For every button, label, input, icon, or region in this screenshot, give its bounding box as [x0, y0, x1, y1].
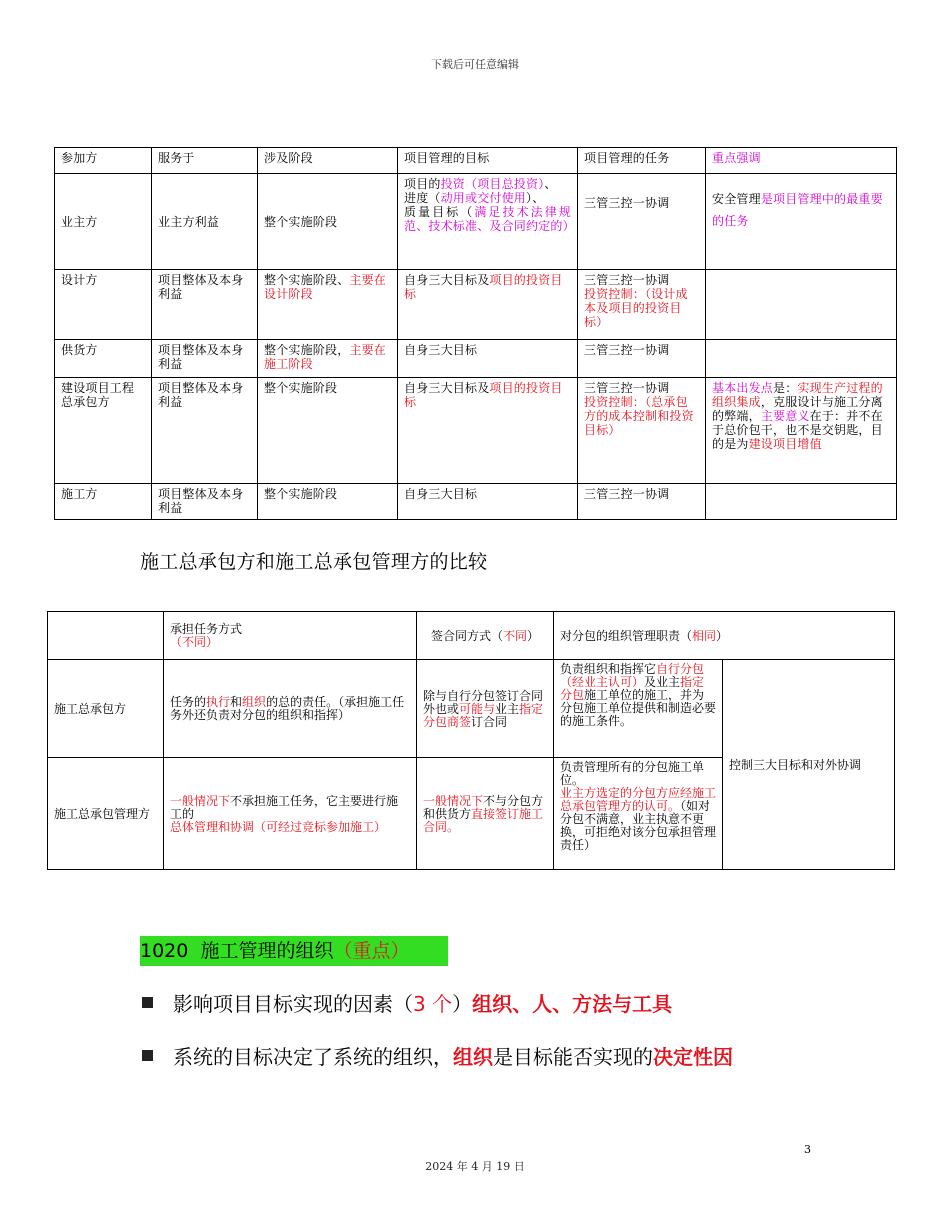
stage-cell: 整个实施阶段 — [258, 378, 398, 484]
text: 三管三控一协调 — [584, 273, 670, 287]
text: 直接签订施工合同。 — [423, 806, 544, 834]
task-cell: 三管三控一协调 — [578, 484, 706, 520]
stage-cell — [258, 340, 398, 378]
text: 负责管理所有的分包施工单位。 — [560, 760, 705, 787]
text: 实现生产过程的组织集成 — [712, 381, 883, 409]
shared-responsibility-cell: 控制三大目标和对外协调 — [723, 660, 895, 870]
text: 总体管理和协调（可经过竞标参加施工） — [170, 819, 387, 834]
text: 签合同方式（ — [430, 628, 503, 643]
party-cell: 供货方 — [55, 340, 152, 378]
serves-cell: 业主方利益 — [152, 174, 258, 270]
text: 三管三控一协调 — [584, 381, 670, 395]
text: 任务的 — [170, 695, 207, 709]
cell — [417, 758, 554, 870]
text: ）、 — [526, 191, 545, 205]
task-cell: 三管三控一协调 — [578, 340, 706, 378]
text: 满足技术法律规范、技术标准、及合同约定的） — [404, 205, 575, 233]
emphasis-cell — [706, 378, 897, 484]
serves-cell: 项目整体及本身利益 — [152, 340, 258, 378]
text: 负责组织和指挥它 — [560, 662, 657, 676]
text: 自行分包（经业主认可） — [560, 662, 705, 689]
header-cell: 参加方 — [55, 148, 152, 174]
goal-cell: 自身三大目标 — [398, 484, 578, 520]
party-cell: 设计方 — [55, 270, 152, 340]
text: 安全管理 — [712, 192, 761, 206]
text: 基本出发点 — [712, 381, 774, 395]
text: 执行 — [206, 695, 231, 709]
text: 投资控制：（设计成本及项目的投资目标） — [584, 287, 688, 329]
text: 自身三大目标及 — [404, 381, 490, 395]
header-cell — [48, 612, 164, 660]
header-cell: 服务于 — [152, 148, 258, 174]
text: 组织、人、方法与工具 — [472, 992, 673, 1016]
cell — [554, 660, 723, 758]
square-bullet-icon — [142, 1050, 153, 1061]
header-cell: 重点强调 — [706, 148, 897, 174]
header-cell: 项目管理的目标 — [398, 148, 578, 174]
text: 业主方选定的分包方应经施工总承包管理方的认可。 — [560, 786, 717, 813]
text: 3 个 — [413, 992, 453, 1016]
header-cell: 涉及阶段 — [258, 148, 398, 174]
text: ，克服设计与施工分离的弊端， — [712, 395, 883, 423]
text: 业主 — [495, 701, 520, 716]
text: 一般情况下 — [423, 793, 484, 808]
party-cell: 建设项目工程总承包方 — [55, 378, 152, 484]
header-cell — [554, 612, 895, 660]
text: 指定分包商签 — [423, 701, 544, 729]
row-label: 施工总承包方 — [48, 660, 164, 758]
text: 建设项目增值 — [748, 437, 822, 451]
section-title — [140, 936, 448, 966]
text: 是目标能否实现的 — [493, 1045, 653, 1069]
table-row — [55, 484, 897, 520]
table-header-row — [48, 612, 895, 660]
row-label: 施工总承包管理方 — [48, 758, 164, 870]
text: 及业主 — [644, 675, 681, 689]
cell — [164, 758, 417, 870]
text: 是项目管理中的最重要的任务 — [712, 192, 883, 228]
emphasis-cell — [706, 270, 897, 340]
text: 不承担施工任务，它主要进行施工的 — [170, 793, 399, 821]
stage-cell: 整个实施阶段 — [258, 484, 398, 520]
text: 、 — [544, 177, 557, 191]
text: 可能与 — [459, 701, 496, 716]
text: ） — [527, 628, 540, 643]
text: 组织 — [242, 695, 267, 709]
section-name: 施工管理的组织 — [200, 940, 334, 962]
text: 质量目标（ — [404, 205, 475, 219]
task-cell — [578, 270, 706, 340]
text: 主要意义 — [760, 409, 810, 423]
text: 承担任务方式 — [170, 622, 243, 636]
task-cell — [578, 378, 706, 484]
goal-cell — [398, 270, 578, 340]
section-tag: （重点） — [333, 940, 410, 962]
text: 一般情况下 — [170, 793, 231, 808]
text: 对分包的组织管理职责（ — [560, 628, 693, 643]
text: 整个实施阶段， — [264, 343, 350, 357]
serves-cell: 项目整体及本身利益 — [152, 484, 258, 520]
text: 系统的目标决定了系统的组织， — [173, 1045, 453, 1069]
square-bullet-icon — [142, 997, 153, 1008]
bullet-item — [142, 990, 672, 1018]
text: ） — [452, 992, 473, 1016]
header-cell — [164, 612, 417, 660]
bullet-item — [142, 1043, 733, 1071]
page-footer: 2024 年 4 月 19 日 — [425, 1160, 525, 1173]
text: 主要在设计阶段 — [264, 273, 387, 301]
party-cell: 施工方 — [55, 484, 152, 520]
emphasis-cell — [706, 174, 897, 270]
serves-cell: 项目整体及本身利益 — [152, 270, 258, 340]
text: 的总的责任。（承担施工任务外还负责对分包的组织和指挥） — [170, 695, 405, 722]
table-row — [55, 340, 897, 378]
page-number: 3 — [804, 1143, 811, 1156]
party-cell: 业主方 — [55, 174, 152, 270]
table-header-row — [55, 148, 897, 174]
header-cell — [417, 612, 554, 660]
table-row — [55, 378, 897, 484]
comparison-table — [47, 611, 895, 870]
text: 动用或交付使用 — [440, 191, 527, 205]
cell — [417, 660, 554, 758]
text: 不与分包方和供货方 — [423, 793, 544, 821]
task-cell: 三管三控一协调 — [578, 174, 706, 270]
cell — [554, 758, 723, 870]
text: 项目的投资目标 — [404, 273, 563, 301]
section-heading: 施工总承包方和施工总承包管理方的比较 — [140, 551, 488, 573]
text: 在于：并不在于总价包干，也不是交钥匙，目的是为 — [712, 409, 883, 451]
text: 自身三大目标及 — [404, 273, 490, 287]
text: 组织 — [453, 1045, 493, 1069]
emphasis-cell — [706, 340, 897, 378]
text: 除与自行分包签订合同外也或 — [423, 688, 544, 716]
section-code: 1020 — [140, 940, 189, 962]
page-header: 下载后可任意编辑 — [431, 58, 519, 71]
stage-cell: 整个实施阶段 — [258, 174, 398, 270]
table-row — [55, 174, 897, 270]
serves-cell: 项目整体及本身利益 — [152, 378, 258, 484]
cell — [164, 660, 417, 758]
text: 主要在施工阶段 — [264, 343, 387, 371]
text: 项目的投资目标 — [404, 381, 563, 409]
table-row — [48, 660, 895, 758]
text: 决定性因 — [653, 1045, 733, 1069]
text: ） — [716, 628, 729, 643]
table-row — [55, 270, 897, 340]
text: 和 — [230, 695, 243, 709]
text: 施工单位的施工，并为分包施工单位提供和制造必要的施工条件。 — [560, 688, 717, 728]
text: 不同 — [502, 628, 527, 643]
text: 进度（ — [404, 191, 441, 205]
text: 投资（项目总投资） — [440, 177, 545, 191]
text: 是： — [773, 381, 798, 395]
text: （如对分包不满意，业主执意不更换，可拒绝对该分包承担管理责任） — [560, 799, 717, 852]
stage-cell — [258, 270, 398, 340]
text: 整个实施阶段、 — [264, 273, 350, 287]
emphasis-cell — [706, 484, 897, 520]
goal-cell — [398, 378, 578, 484]
text: 投资控制：（总承包方的成本控制和投资目标） — [584, 395, 694, 437]
text: （不同） — [170, 635, 219, 649]
text: 项目的 — [404, 177, 441, 191]
header-cell: 项目管理的任务 — [578, 148, 706, 174]
participants-table — [54, 147, 897, 520]
text: 订合同 — [471, 714, 508, 729]
text: 影响项目目标实现的因素（ — [173, 992, 413, 1016]
text: 相同 — [692, 628, 717, 643]
goal-cell: 自身三大目标 — [398, 340, 578, 378]
text: 指定分包 — [560, 675, 705, 702]
goal-cell — [398, 174, 578, 270]
